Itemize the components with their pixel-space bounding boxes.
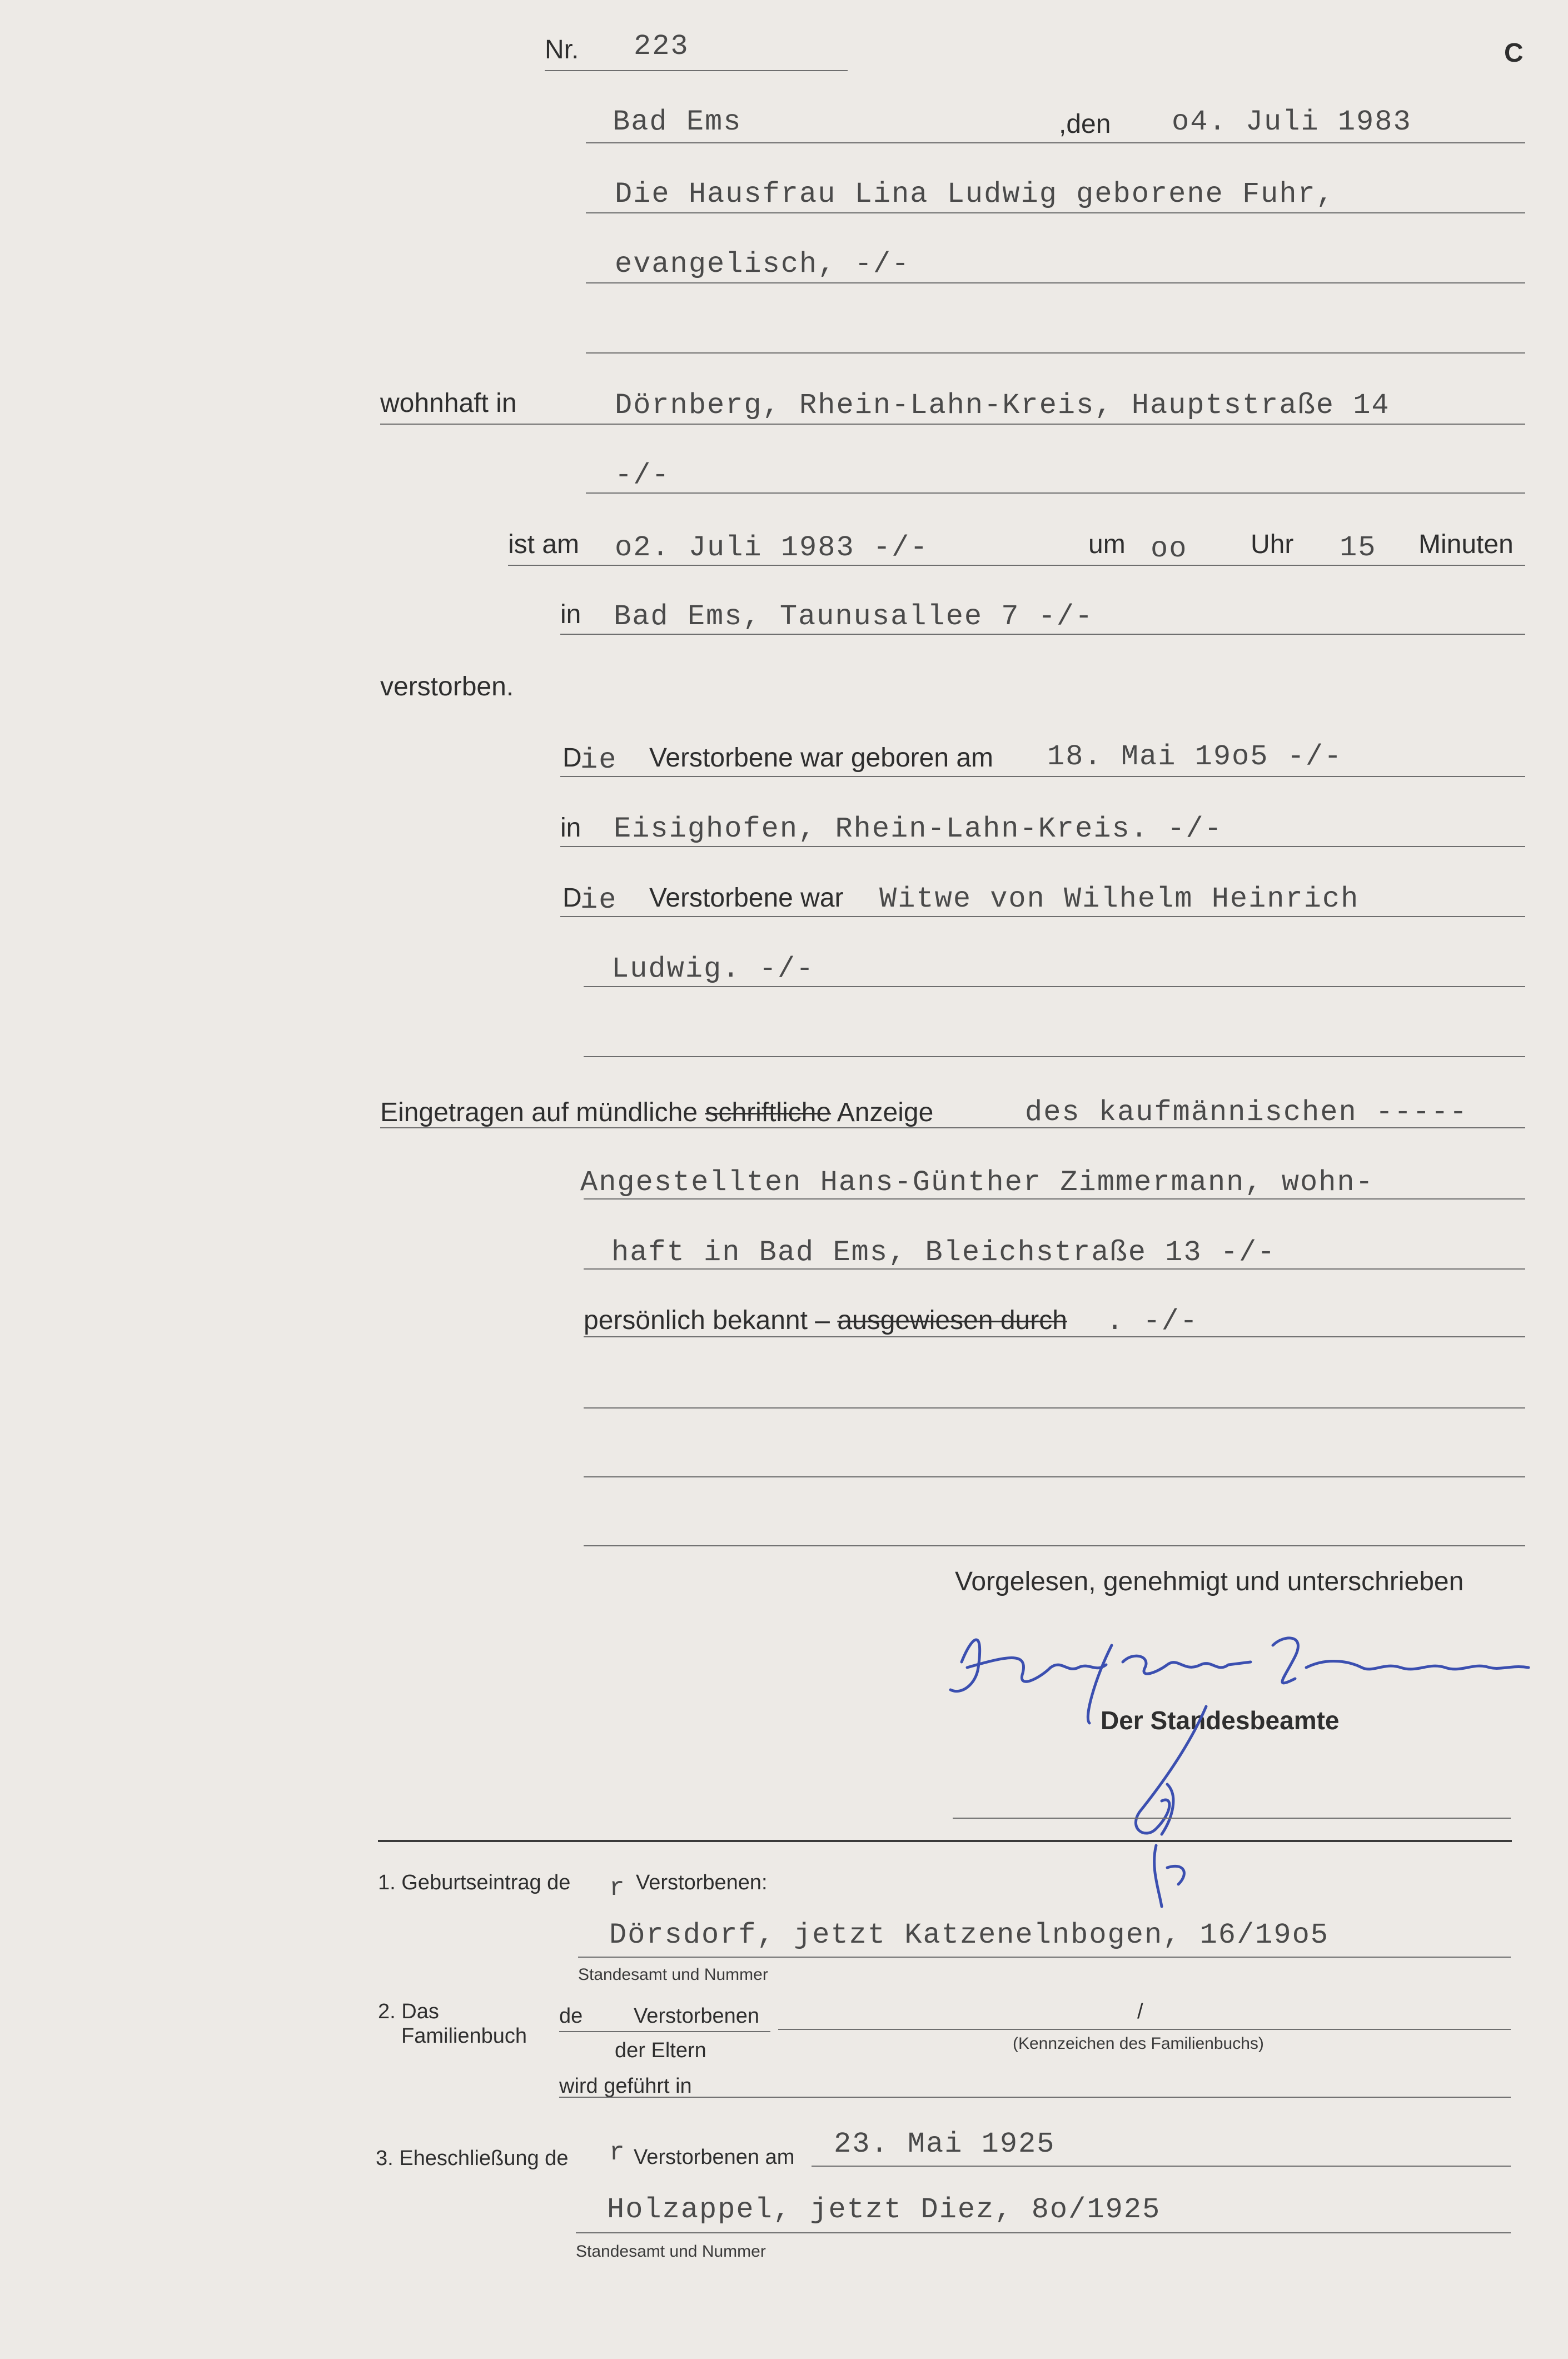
item2-slash: / [1137, 2000, 1143, 2023]
report-label-struck: schriftliche [705, 1098, 832, 1127]
blank-rule2 [584, 1476, 1525, 1477]
deceased-line1: Die Hausfrau Lina Ludwig geborene Fuhr, [615, 178, 1335, 211]
status-line1: Witwe von Wilhelm Heinrich [879, 883, 1360, 915]
status-rule2 [584, 986, 1525, 987]
residence-label: wohnhaft in [380, 389, 517, 418]
death-hour: oo [1151, 532, 1188, 565]
item1-label: 1. Geburtseintrag de [378, 1871, 571, 1894]
report-rule1 [380, 1127, 1525, 1128]
nr-rule [545, 70, 848, 71]
nr-value: 223 [634, 30, 689, 63]
registrar-signature [1106, 1701, 1234, 1923]
deceased-rule1 [586, 212, 1525, 213]
item2-rule-c [559, 2097, 1511, 2098]
residence-line2: -/- [615, 459, 670, 492]
death-time-rule [508, 565, 1525, 566]
known-label-text: persönlich bekannt – [584, 1306, 830, 1335]
report-line3: haft in Bad Ems, Bleichstraße 13 -/- [611, 1236, 1276, 1269]
item3-r: r [609, 2138, 626, 2167]
death-date: o2. Juli 1983 -/- [615, 531, 929, 564]
report-line1: des kaufmännischen ----- [1025, 1096, 1468, 1129]
item2-de: de [559, 2004, 583, 2028]
item2-label-b: Familienbuch [401, 2024, 527, 2048]
read-approved-label: Vorgelesen, genehmigt und unterschrieben [955, 1567, 1464, 1596]
birth-born-label: Verstorbene war geboren am [649, 743, 994, 773]
birth-date: 18. Mai 19o5 -/- [1047, 740, 1343, 773]
item3-suffix: Verstorbenen am [634, 2146, 795, 2169]
item3-date: 23. Mai 1925 [834, 2128, 1056, 2161]
uhr-label: Uhr [1251, 530, 1294, 559]
status-war-label: Verstorbene war [649, 883, 844, 913]
death-place: Bad Ems, Taunusallee 7 -/- [614, 600, 1094, 633]
report-label-start: Eingetragen auf mündliche [380, 1098, 698, 1127]
corner-letter: C [1504, 38, 1524, 68]
birth-place: Eisighofen, Rhein-Lahn-Kreis. -/- [614, 813, 1223, 845]
den-label: ,den [1059, 110, 1111, 139]
footer-divider [378, 1840, 1512, 1842]
known-label [584, 1307, 1067, 1334]
residence-rule1 [380, 424, 1525, 425]
item2-label-a: 2. Das [378, 2000, 439, 2023]
place-rule [586, 142, 1525, 143]
blank-rule1 [584, 1407, 1525, 1409]
status-d-label: D [563, 883, 582, 913]
item2-caption: (Kennzeichen des Familienbuchs) [1013, 2034, 1264, 2053]
status-rule1 [560, 916, 1525, 917]
item2-verstorbenen: Verstorbenen [634, 2004, 760, 2028]
status-ie-typed: ie [580, 884, 618, 917]
minuten-label: Minuten [1418, 530, 1514, 559]
item1-r: r [609, 1874, 626, 1903]
deceased-rule3 [586, 352, 1525, 354]
item2-rule-b [778, 2029, 1511, 2030]
item3-rule [576, 2232, 1511, 2233]
place-value: Bad Ems [613, 106, 742, 138]
report-line2: Angestellten Hans-Günther Zimmermann, wohn- [580, 1166, 1374, 1199]
nr-label: Nr. [545, 35, 579, 64]
date-value: o4. Juli 1983 [1172, 106, 1412, 138]
item2-eltern: der Eltern [615, 2039, 706, 2062]
residence-rule2 [586, 492, 1525, 494]
report-rule2 [584, 1198, 1525, 1200]
ist-am-label: ist am [508, 530, 580, 559]
blank-rule3 [584, 1545, 1525, 1546]
birth-d-label: D [563, 743, 582, 773]
known-typed: . -/- [1106, 1305, 1199, 1338]
item3-date-rule [812, 2166, 1511, 2167]
known-rule [584, 1336, 1525, 1337]
report-label [380, 1099, 933, 1126]
status-rule3 [584, 1056, 1525, 1057]
residence-line1: Dörnberg, Rhein-Lahn-Kreis, Hauptstraße 14 [615, 389, 1390, 422]
report-label-end: Anzeige [837, 1098, 934, 1127]
deceased-line2: evangelisch, -/- [615, 248, 910, 281]
deceased-rule2 [586, 282, 1525, 283]
report-rule3 [584, 1268, 1525, 1270]
status-line2: Ludwig. -/- [611, 953, 815, 986]
item2-rule-a [559, 2031, 770, 2032]
birth-date-rule [560, 776, 1525, 777]
registrar-rule [953, 1818, 1511, 1819]
birth-ie-typed: ie [580, 744, 618, 777]
item3-value: Holzappel, jetzt Diez, 8o/1925 [607, 2193, 1161, 2226]
item3-caption: Standesamt und Nummer [576, 2242, 766, 2261]
death-place-rule [560, 634, 1525, 635]
item2-gefuehrt: wird geführt in [559, 2074, 692, 2098]
death-minutes: 15 [1340, 531, 1377, 564]
item1-rule [578, 1957, 1511, 1958]
registrar-label: Der Standesbeamte [1101, 1706, 1340, 1735]
known-struck: ausgewiesen durch [837, 1306, 1067, 1335]
item1-suffix: Verstorbenen: [636, 1871, 768, 1894]
item3-label: 3. Eheschließung de [376, 2147, 569, 2170]
birth-in-label: in [560, 813, 581, 843]
um-label: um [1088, 530, 1126, 559]
birth-place-rule [560, 846, 1525, 847]
death-in-label: in [560, 600, 581, 629]
item1-caption: Standesamt und Nummer [578, 1965, 768, 1984]
item1-value: Dörsdorf, jetzt Katzenelnbogen, 16/19o5 [609, 1919, 1329, 1952]
verstorben-label: verstorben. [380, 672, 514, 701]
